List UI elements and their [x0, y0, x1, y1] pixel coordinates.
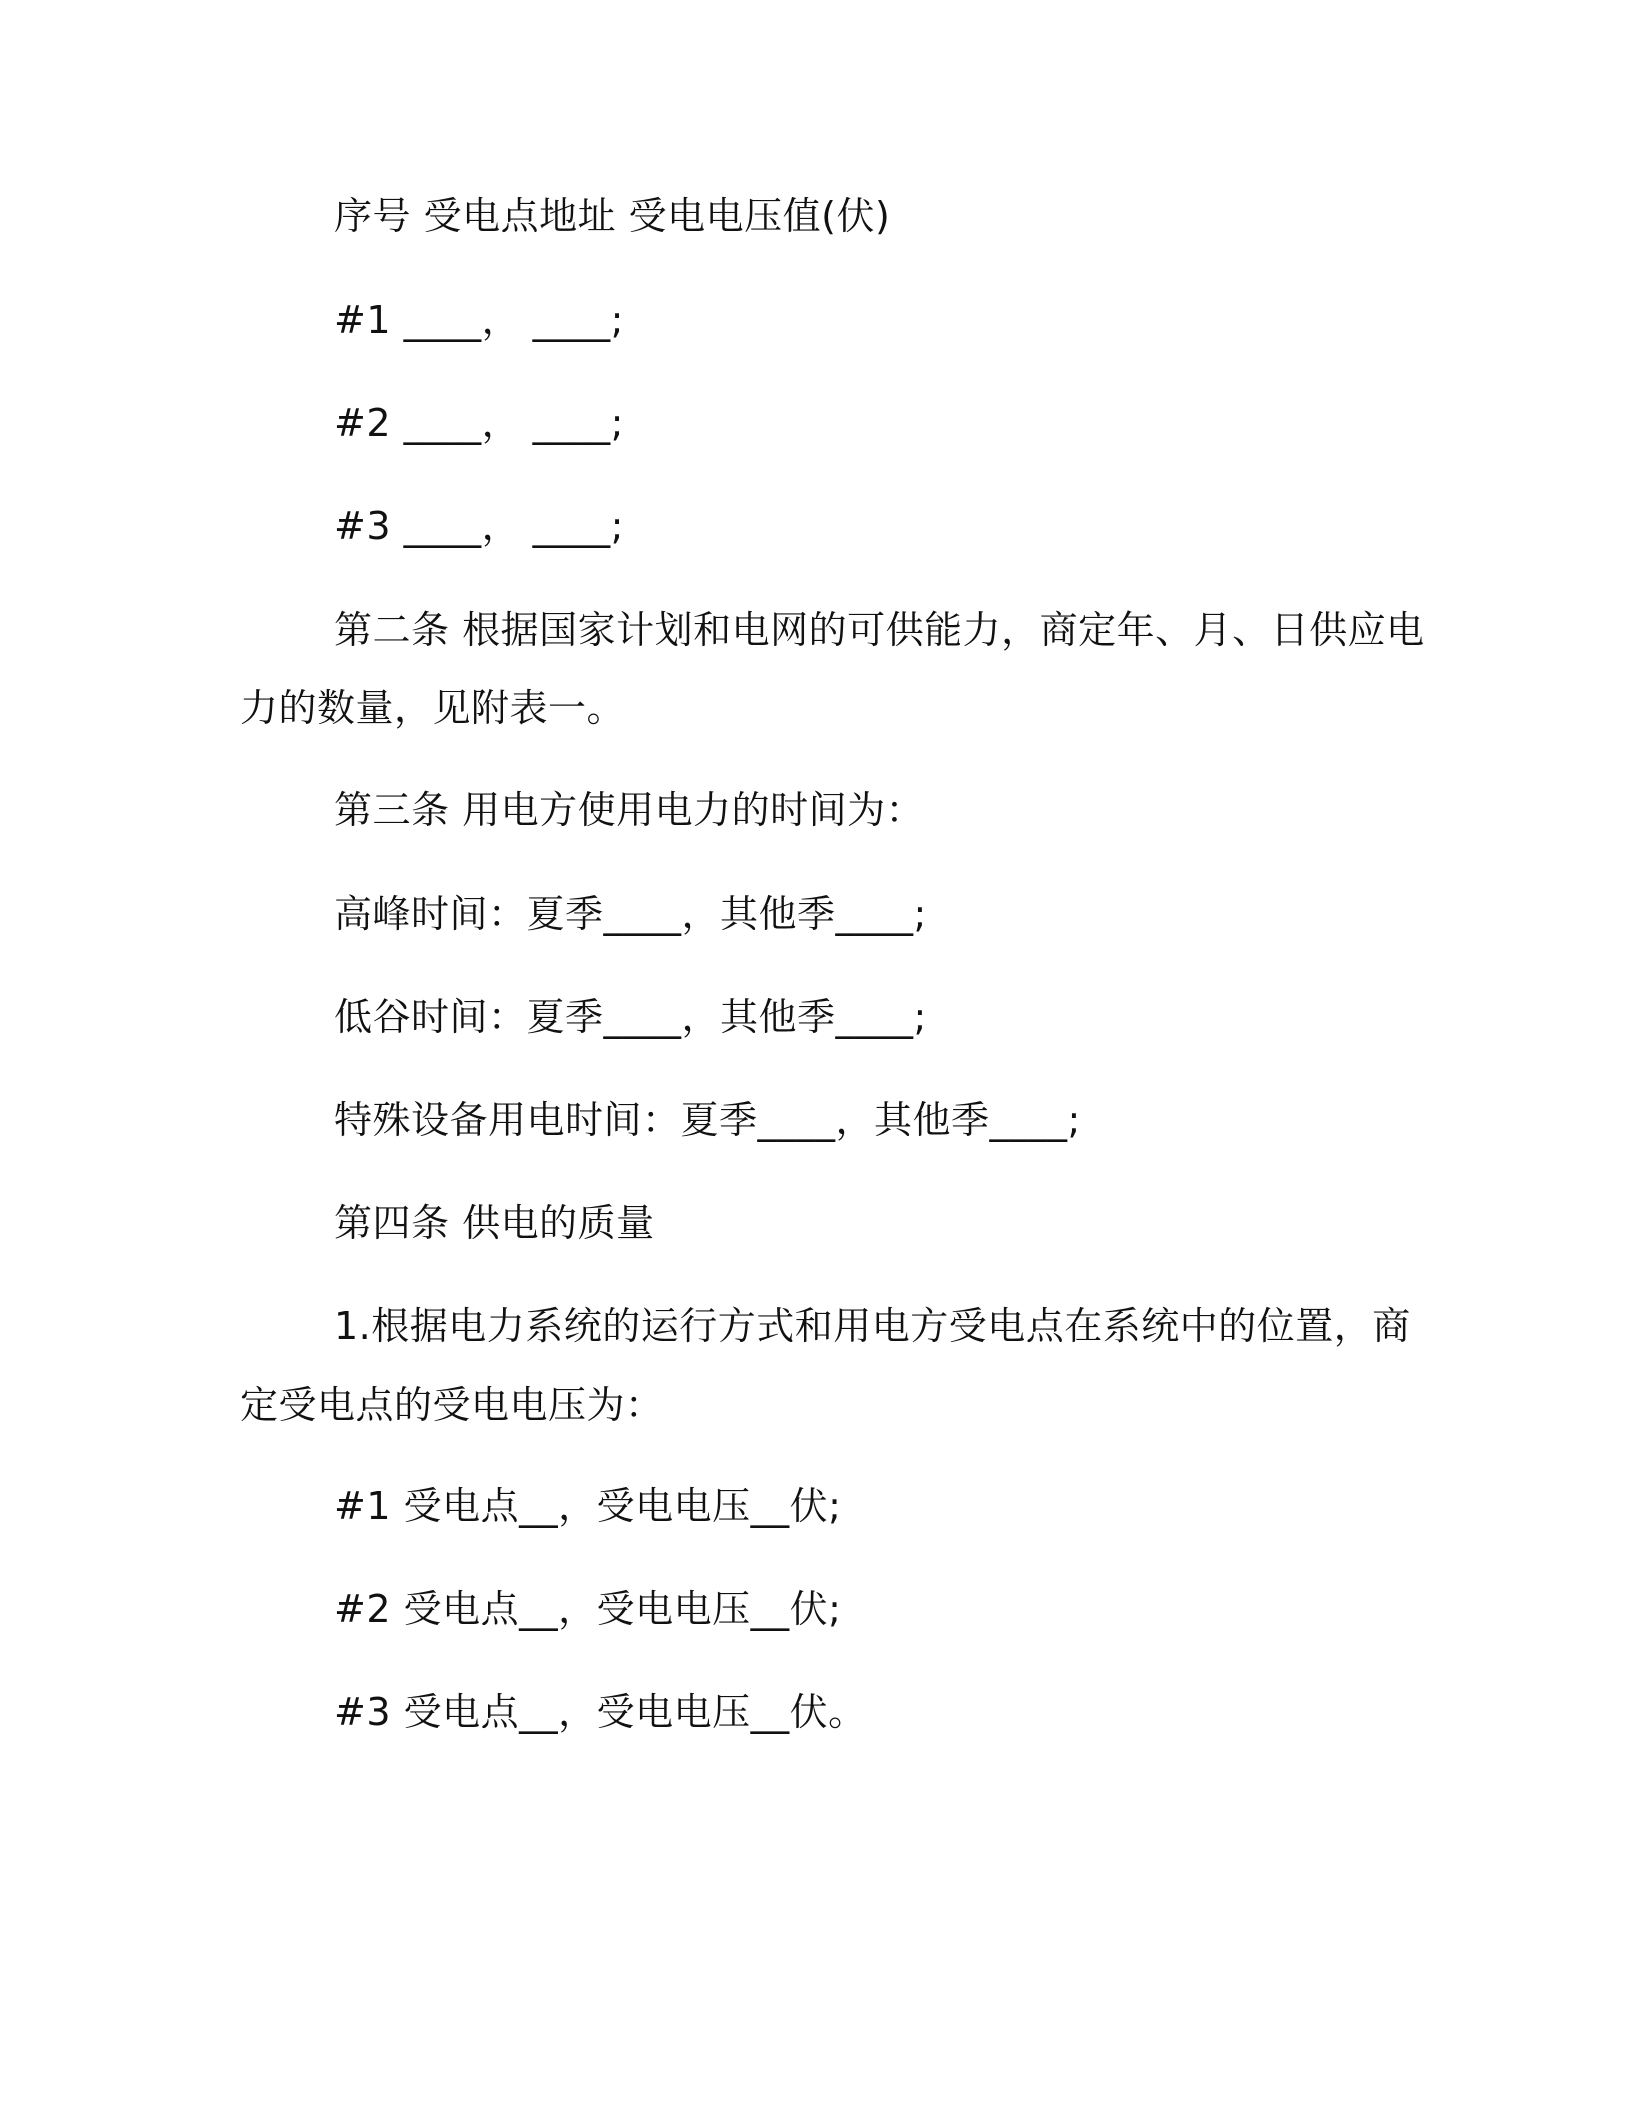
- article-4-heading: 第四条 供电的质量: [334, 1201, 655, 1245]
- table-row: #1 ____， ____;: [334, 298, 624, 342]
- table-header: 序号 受电点地址 受电电压值(伏): [334, 194, 891, 238]
- peak-time-line: 高峰时间：夏季____，其他季____;: [334, 892, 927, 936]
- valley-time-line: 低谷时间：夏季____，其他季____;: [334, 995, 927, 1039]
- special-equipment-time-line: 特殊设备用电时间：夏季____，其他季____;: [334, 1098, 1081, 1142]
- article-4-item-1-line-2: 定受电点的受电电压为：: [240, 1383, 664, 1427]
- article-4-item-1-line-1: 1.根据电力系统的运行方式和用电方受电点在系统中的位置，商: [334, 1304, 1411, 1348]
- article-3-heading: 第三条 用电方使用电力的时间为：: [334, 788, 925, 832]
- receiving-point-line: #1 受电点__，受电电压__伏;: [334, 1484, 842, 1528]
- article-2-line-2: 力的数量，见附表一。: [240, 686, 626, 730]
- table-row: #3 ____， ____;: [334, 504, 624, 548]
- table-row: #2 ____， ____;: [334, 401, 624, 445]
- article-2-line-1: 第二条 根据国家计划和电网的可供能力，商定年、月、日供应电: [334, 608, 1425, 652]
- receiving-point-line: #2 受电点__，受电电压__伏;: [334, 1587, 842, 1631]
- receiving-point-line: #3 受电点__，受电电压__伏。: [334, 1690, 867, 1734]
